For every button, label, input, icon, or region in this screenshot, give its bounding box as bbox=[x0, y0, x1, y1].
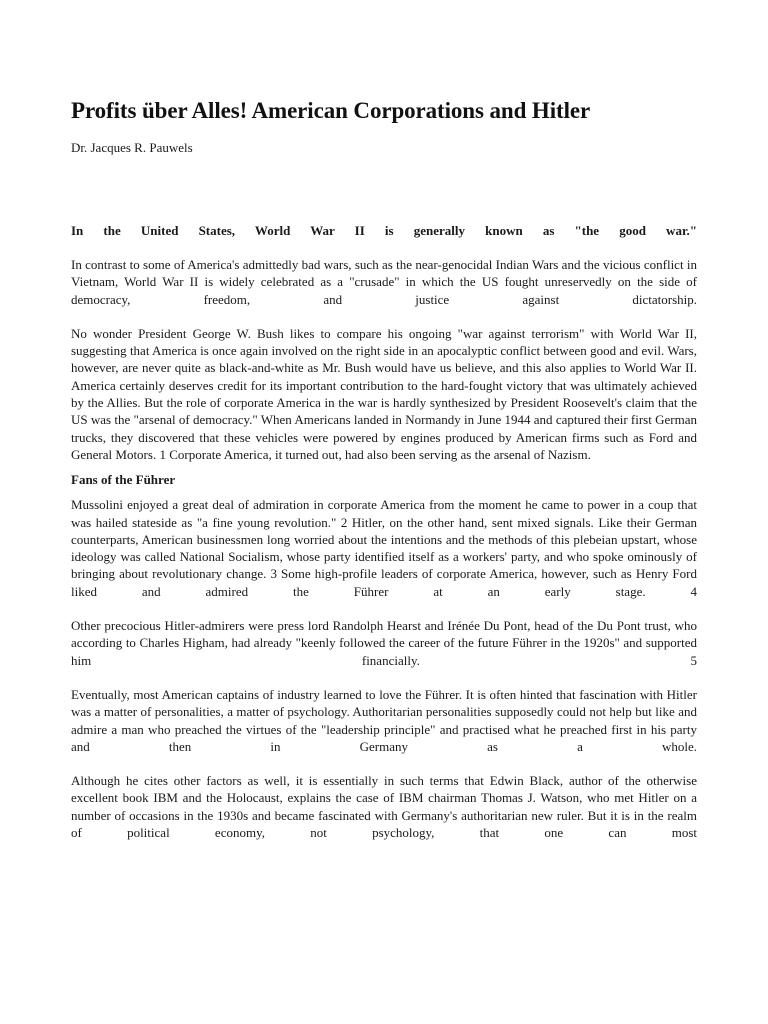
lead-sentence: In the United States, World War II is generally known as "the good war." bbox=[71, 223, 697, 238]
paragraph-arsenal: No wonder President George W. Bush likes to compare his ongoing "war against terrorism" with World War II, suggesting that America is once again involved on the right side in an apocalyptic conflict between good and evil. Wars, however, are never quite as black-and-white as Mr. Bush would have us believe, and this also applies to World War II. America certainly deserves credit for its important contribution to the hard-fought victory that was ultimately achieved by the Allies. But the role of corporate America in the war is hardly synthesized by President Roosevelt's claim that the US was the "arsenal of democracy." When Americans landed in Normandy in June 1944 and captured their first German trucks, they discovered that these vehicles were powered by engines produced by American firms such as Ford and General Motors. 1 Corporate America, it turned out, had also been serving as the arsenal of Nazism. bbox=[71, 325, 697, 462]
paragraph-hearst-dupont: Other precocious Hitler-admirers were press lord Randolph Hearst and Irénée Du Pont, head of the Du Pont trust, who according to Charles Higham, had already "keenly followed the career of the future Führer in the 1920s" and supported him financially. 5 bbox=[71, 618, 697, 668]
author-line: Dr. Jacques R. Pauwels bbox=[71, 140, 193, 155]
paragraph-captains-of-industry: Eventually, most American captains of industry learned to love the Führer. It is often hinted that fascination with Hitler was a matter of personalities, a matter of psychology. Authoritarian personalities supposedly could not help but like and admire a man who preached the virtues of the "leadership principle" and practised what he preached first in his party and then in Germany as a whole. bbox=[71, 686, 697, 754]
paragraph-crusade: In contrast to some of America's admittedly bad wars, such as the near-genocidal Indian Wars and the vicious conflict in Vietnam, World War II is widely celebrated as a "crusade" in which the US fought unreservedly on the side of democracy, freedom, and justice against dictatorship. bbox=[71, 257, 697, 307]
paragraph-mussolini: Mussolini enjoyed a great deal of admiration in corporate America from the moment he came to power in a coup that was hailed stateside as "a fine young revolution." 2 Hitler, on the other hand, sent mixed signals. Like their German counterparts, American businessmen long worried about the intentions and the methods of this plebeian upstart, whose ideology was called National Socialism, whose party identified itself as a workers' party, and who spoke ominously of bringing about revolutionary change. 3 Some high-profile leaders of corporate America, however, such as Henry Ford liked and admired the Führer at an early stage. 4 bbox=[71, 497, 697, 599]
paragraph-ibm-watson: Although he cites other factors as well, it is essentially in such terms that Edwin Black, author of the otherwise excellent book IBM and the Holocaust, explains the case of IBM chairman Thomas J. Watson, who met Hitler on a number of occasions in the 1930s and became fascinated with Germany's authoritarian new ruler. But it is in the realm of political economy, not psychology, that one can most bbox=[71, 773, 697, 841]
article-title: Profits über Alles! American Corporations and Hitler bbox=[71, 98, 591, 123]
article bbox=[71, 96, 697, 841]
section-heading: Fans of the Führer bbox=[71, 472, 176, 488]
